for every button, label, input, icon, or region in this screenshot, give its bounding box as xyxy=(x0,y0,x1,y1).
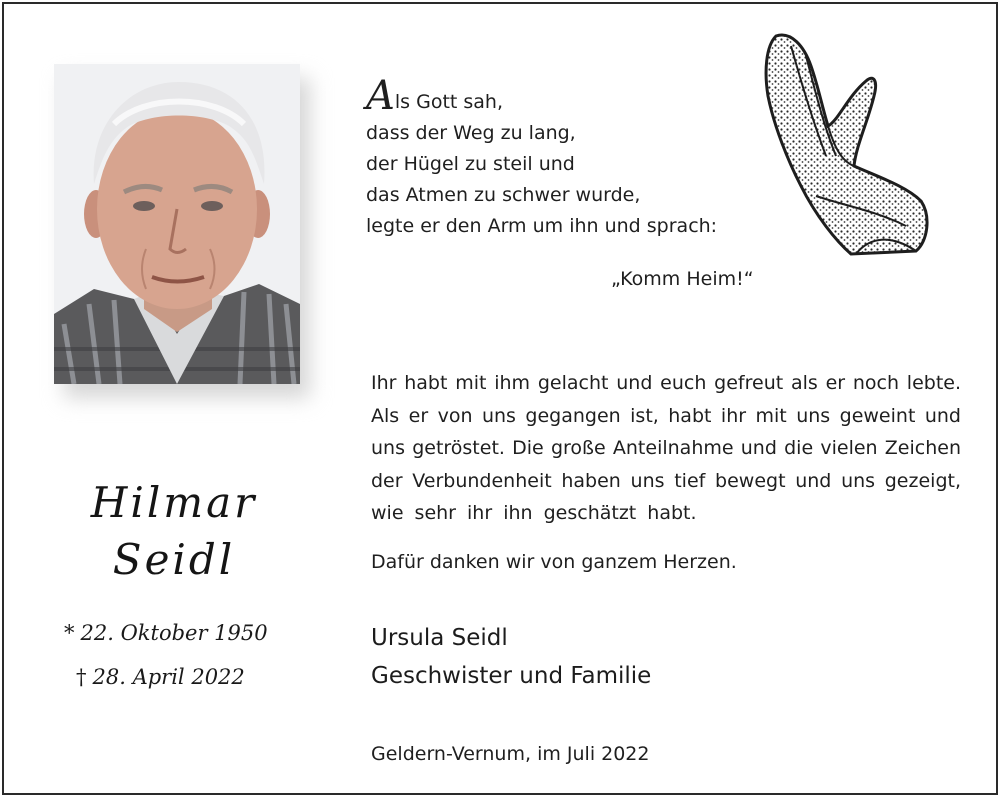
birth-date-row xyxy=(64,621,268,645)
birth-date: 22. Oktober 1950 xyxy=(80,621,268,645)
deceased-last-name: Seidl xyxy=(112,535,236,584)
thanks-line: der Verbundenheit haben uns tief bewegt und uns gezeigt, xyxy=(371,469,961,492)
poem-first-line: ls Gott sah, xyxy=(394,91,504,113)
poem-line: dass der Weg zu lang, xyxy=(366,122,576,144)
death-symbol: † xyxy=(76,665,87,689)
signer-name: Geschwister und Familie xyxy=(371,663,652,689)
thanks-closing: Dafür danken wir von ganzem Herzen. xyxy=(371,551,737,573)
signer-name: Ursula Seidl xyxy=(371,625,508,651)
thanks-line: uns getröstet. Die große Anteilnahme und die vielen Zeichen xyxy=(371,437,961,459)
thanks-paragraph xyxy=(371,367,961,530)
place-date: Geldern-Vernum, im Juli 2022 xyxy=(371,743,650,765)
poem-line: das Atmen zu schwer wurde, xyxy=(366,184,641,206)
poem-closing: „Komm Heim!“ xyxy=(611,268,754,290)
praying-hands-icon xyxy=(756,26,932,258)
poem-line: legte er den Arm um ihn und sprach: xyxy=(366,215,718,237)
thanks-line: Als er von uns gegangen ist, habt ihr mit uns geweint und xyxy=(371,404,961,427)
poem-dropcap: A xyxy=(366,73,395,119)
death-date: 28. April 2022 xyxy=(92,665,245,689)
birth-symbol: * xyxy=(64,621,75,645)
deceased-first-name: Hilmar xyxy=(90,478,258,527)
poem-line xyxy=(366,73,717,119)
poem xyxy=(366,73,718,242)
obituary-card xyxy=(2,2,998,795)
portrait-photo xyxy=(54,64,300,384)
death-date-row xyxy=(76,665,245,689)
thanks-line: Ihr habt mit ihm gelacht und euch gefreut als er noch lebte. xyxy=(371,372,961,394)
poem-line: der Hügel zu steil und xyxy=(366,153,575,175)
thanks-line: wie sehr ihr ihn geschätzt habt. xyxy=(371,502,697,524)
